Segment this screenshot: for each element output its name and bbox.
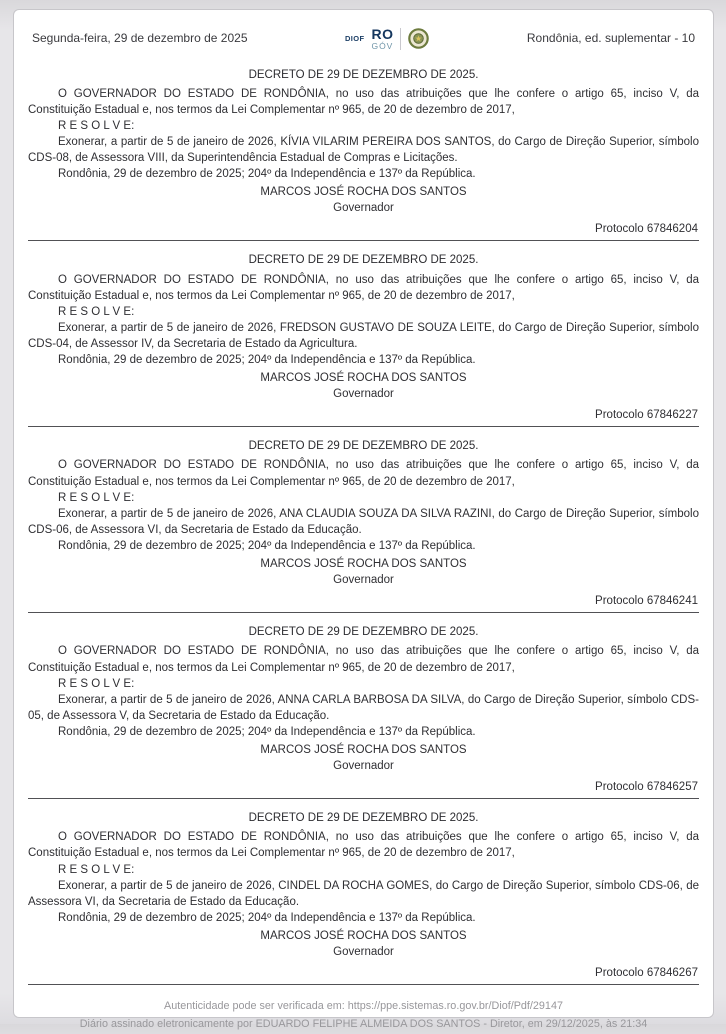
decree-block xyxy=(28,252,699,427)
header-date: Segunda-feira, 29 de dezembro de 2025 xyxy=(32,31,248,46)
signer-name: MARCOS JOSÉ ROCHA DOS SANTOS xyxy=(260,743,467,756)
decree-intro: O GOVERNADOR DO ESTADO DE RONDÔNIA, no uso das atribuições que lhe confere o artigo 65, inciso V, da Constituição Estadual e, nos termos da Lei Complementar nº 965, de 20 de dezembro de 2017, xyxy=(28,831,699,860)
decree-resolve: R E S O L V E: xyxy=(58,863,135,876)
ro-gov-logo-text: RO GÓV xyxy=(371,26,394,51)
signer-name: MARCOS JOSÉ ROCHA DOS SANTOS xyxy=(260,186,467,199)
decree-intro: O GOVERNADOR DO ESTADO DE RONDÔNIA, no uso das atribuições que lhe confere o artigo 65, inciso V, da Constituição Estadual e, nos termos da Lei Complementar nº 965, de 20 de dezembro de 2017, xyxy=(28,273,699,302)
logo-divider xyxy=(400,28,401,50)
signer-name: MARCOS JOSÉ ROCHA DOS SANTOS xyxy=(260,558,467,571)
decree-resolve: R E S O L V E: xyxy=(58,119,135,132)
section-divider xyxy=(28,984,699,985)
decree-action: Exonerar, a partir de 5 de janeiro de 2026, FREDSON GUSTAVO DE SOUZA LEITE, do Cargo de Direção Superior, símbolo CDS-04, de Assessor IV, da Secretaria de Estado da Agricultura. xyxy=(28,321,699,350)
decree-title: DECRETO DE 29 DE DEZEMBRO DE 2025. xyxy=(248,440,479,453)
protocol-number: Protocolo 67846204 xyxy=(595,223,698,236)
section-divider xyxy=(28,798,699,799)
rondonia-coat-of-arms-icon xyxy=(408,28,429,49)
decree-intro: O GOVERNADOR DO ESTADO DE RONDÔNIA, no uso das atribuições que lhe confere o artigo 65, inciso V, da Constituição Estadual e, nos termos da Lei Complementar nº 965, de 20 de dezembro de 2017, xyxy=(28,87,699,116)
decree-dateline: Rondônia, 29 de dezembro de 2025; 204º da Independência e 137º da República. xyxy=(58,354,476,366)
decree-resolve: R E S O L V E: xyxy=(58,491,135,504)
decree-dateline: Rondônia, 29 de dezembro de 2025; 204º da Independência e 137º da República. xyxy=(58,168,476,181)
section-divider xyxy=(28,612,699,613)
decree-dateline: Rondônia, 29 de dezembro de 2025; 204º da Independência e 137º da República. xyxy=(58,539,476,552)
signer-role: Governador xyxy=(333,388,394,401)
protocol-number: Protocolo 67846241 xyxy=(595,595,698,608)
decree-title: DECRETO DE 29 DE DEZEMBRO DE 2025. xyxy=(248,626,479,639)
decree-title: DECRETO DE 29 DE DEZEMBRO DE 2025. xyxy=(248,254,479,267)
diof-ro-gov-logo xyxy=(345,27,430,51)
decree-dateline: Rondônia, 29 de dezembro de 2025; 204º da Independência e 137º da República. xyxy=(58,725,476,738)
signer-name: MARCOS JOSÉ ROCHA DOS SANTOS xyxy=(260,372,467,385)
header-edition: Rondônia, ed. suplementar - 10 xyxy=(526,31,695,46)
decree-intro: O GOVERNADOR DO ESTADO DE RONDÔNIA, no uso das atribuições que lhe confere o artigo 65, inciso V, da Constituição Estadual e, nos termos da Lei Complementar nº 965, de 20 de dezembro de 2017, xyxy=(28,645,699,674)
footer-authenticity-url: Autenticidade pode ser verificada em: https://ppe.sistemas.ro.gov.br/Diof/Pdf/29147 xyxy=(164,1000,563,1013)
decree-action: Exonerar, a partir de 5 de janeiro de 2026, KÍVIA VILARIM PEREIRA DOS SANTOS, do Cargo de Direção Superior, símbolo CDS-08, de Assessora VIII, da Superintendência Estadual de Compras e Licitações. xyxy=(28,135,699,164)
diof-logo-text: DIOF xyxy=(344,33,365,43)
decree-action: Exonerar, a partir de 5 de janeiro de 2026, CINDEL DA ROCHA GOMES, do Cargo de Direção Superior, símbolo CDS-06, de Assessora VI, da Secretaria de Estado da Educação. xyxy=(28,879,699,908)
decree-intro: O GOVERNADOR DO ESTADO DE RONDÔNIA, no uso das atribuições que lhe confere o artigo 65, inciso V, da Constituição Estadual e, nos termos da Lei Complementar nº 965, de 20 de dezembro de 2017, xyxy=(28,459,699,488)
decree-resolve: R E S O L V E: xyxy=(58,305,135,318)
decree-title: DECRETO DE 29 DE DEZEMBRO DE 2025. xyxy=(248,812,479,825)
decree-title: DECRETO DE 29 DE DEZEMBRO DE 2025. xyxy=(248,68,479,81)
section-divider xyxy=(28,426,699,427)
section-divider xyxy=(28,240,699,241)
decree-action: Exonerar, a partir de 5 de janeiro de 2026, ANNA CARLA BARBOSA DA SILVA, do Cargo de Direção Superior, símbolo CDS-05, de Assessora V, da Secretaria de Estado da Educação. xyxy=(28,693,699,722)
signer-role: Governador xyxy=(333,202,394,215)
decree-block xyxy=(28,810,699,985)
protocol-number: Protocolo 67846227 xyxy=(595,409,698,422)
protocol-number: Protocolo 67846257 xyxy=(595,781,698,794)
signer-role: Governador xyxy=(333,760,394,773)
decree-action: Exonerar, a partir de 5 de janeiro de 2026, ANA CLAUDIA SOUZA DA SILVA RAZINI, do Cargo de Direção Superior, símbolo CDS-06, de Assessora VI, da Secretaria de Estado da Educação. xyxy=(28,507,699,536)
signer-role: Governador xyxy=(333,946,394,958)
decree-resolve: R E S O L V E: xyxy=(58,677,135,690)
footer-signature-info: Diário assinado eletronicamente por EDUARDO FELIPHE ALMEIDA DOS SANTOS - Diretor, em 29/12/2025, às 21:34 xyxy=(79,1018,648,1030)
decree-block xyxy=(28,624,699,799)
protocol-number: Protocolo 67846267 xyxy=(595,967,698,980)
decree-dateline: Rondônia, 29 de dezembro de 2025; 204º da Independência e 137º da República. xyxy=(58,911,476,924)
decree-block xyxy=(28,67,699,242)
page-footer xyxy=(26,998,701,1034)
gazette-page xyxy=(13,9,714,1030)
page-header xyxy=(32,27,695,51)
decree-block xyxy=(28,438,699,613)
signer-name: MARCOS JOSÉ ROCHA DOS SANTOS xyxy=(260,929,467,942)
signer-role: Governador xyxy=(333,574,394,587)
